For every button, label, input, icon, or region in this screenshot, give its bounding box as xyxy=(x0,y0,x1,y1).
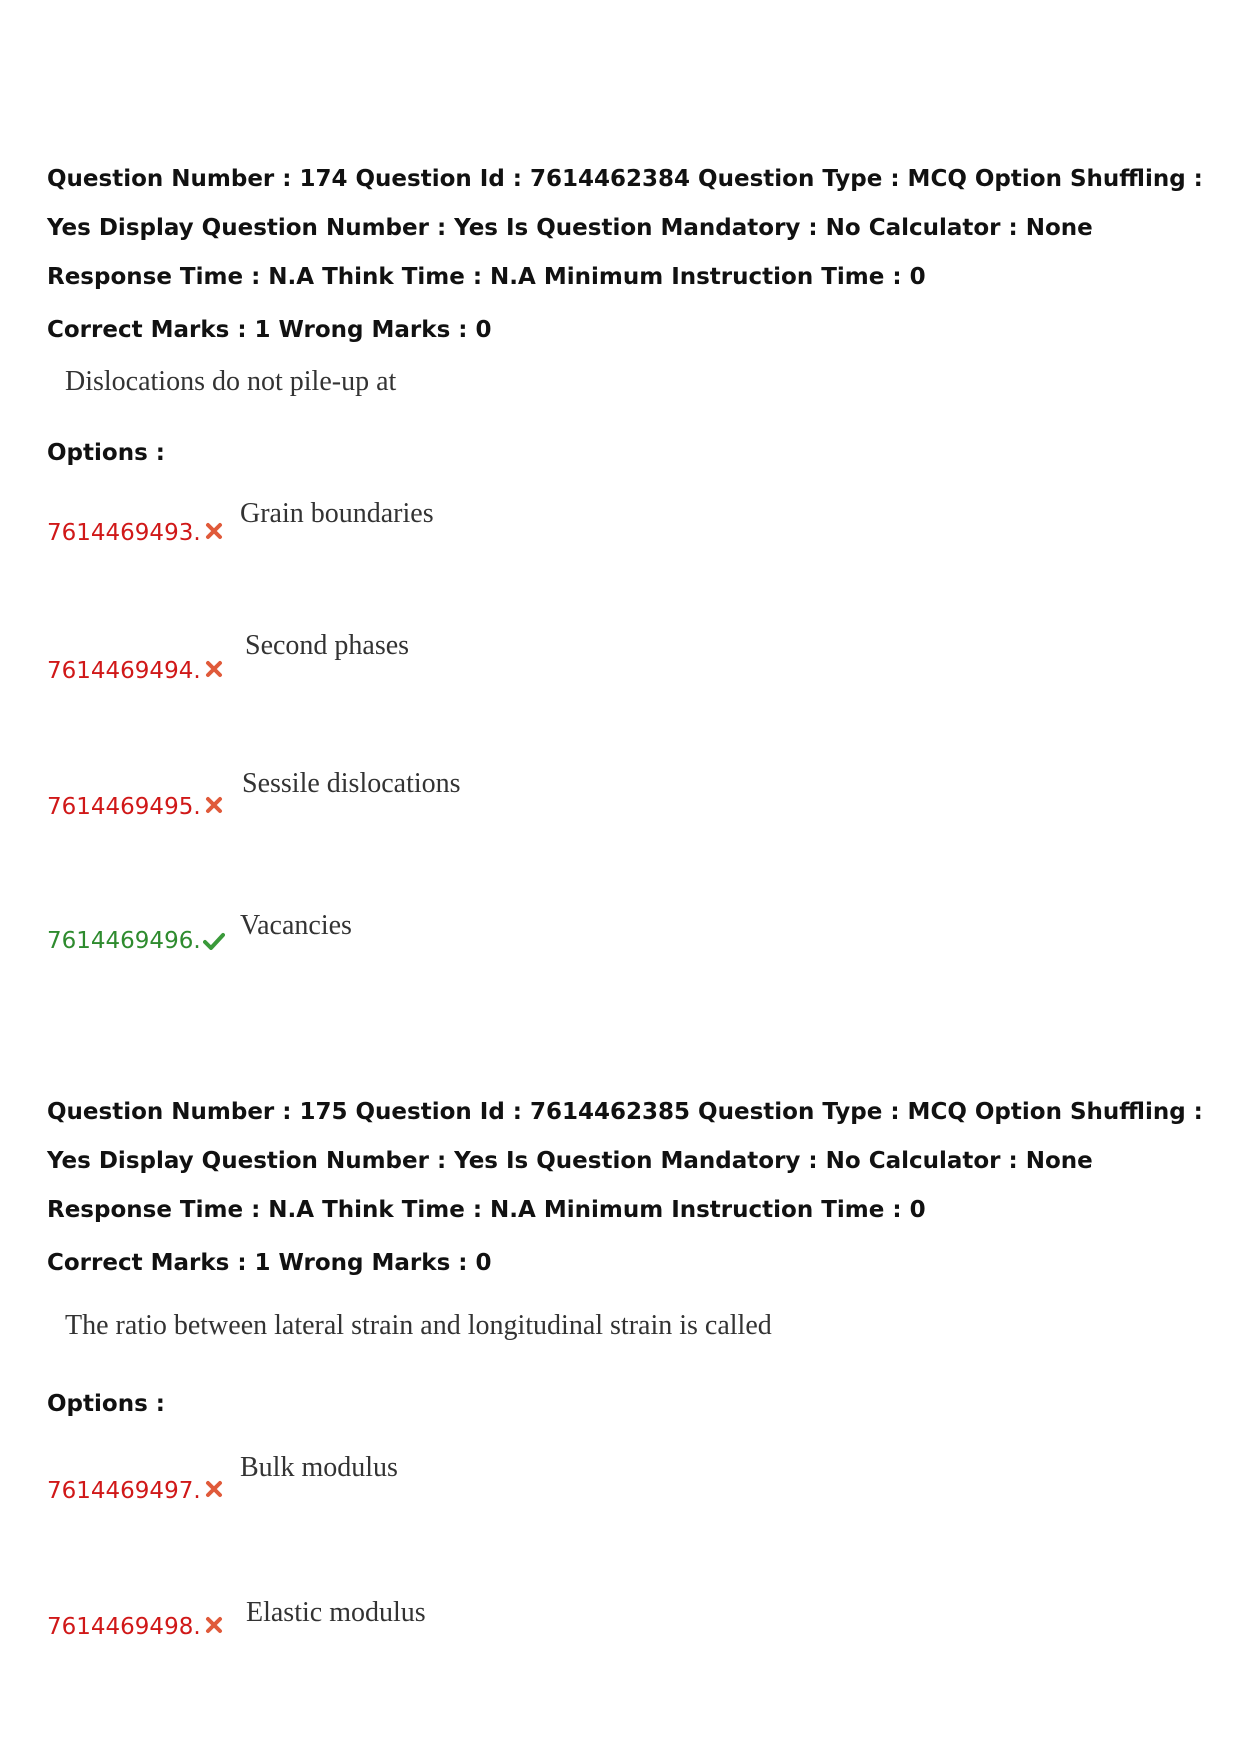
option-text: Elastic modulus xyxy=(246,1597,426,1628)
option-text: Second phases xyxy=(245,630,410,661)
cross-icon xyxy=(205,1480,223,1498)
question-text: The ratio between lateral strain and longitudinal strain is called xyxy=(65,1310,772,1341)
marks-line: Correct Marks : 1 Wrong Marks : 0 xyxy=(47,1250,492,1276)
question-text: Dislocations do not pile-up at xyxy=(65,366,397,397)
question-header: Question Number : 174 Question Id : 7614462384 Question Type : MCQ Option Shuffling : Yes Display Question Number : Yes Is Question Mandatory : No Calculator : None Response Time : N.A Think Time : N.A Minimum Instruction Time : 0 xyxy=(47,166,1203,290)
option-id: 7614469496. xyxy=(47,928,201,954)
option-id: 7614469494. xyxy=(47,658,201,684)
option-text: Grain boundaries xyxy=(240,498,434,529)
option-id: 7614469495. xyxy=(47,794,201,820)
cross-icon xyxy=(205,522,223,540)
question-header: Question Number : 175 Question Id : 7614462385 Question Type : MCQ Option Shuffling : Yes Display Question Number : Yes Is Question Mandatory : No Calculator : None Response Time : N.A Think Time : N.A Minimum Instruction Time : 0 xyxy=(47,1099,1203,1223)
option-text: Sessile dislocations xyxy=(242,768,461,799)
check-icon xyxy=(203,932,225,950)
option-text: Bulk modulus xyxy=(240,1452,398,1483)
option-id: 7614469493. xyxy=(47,520,201,546)
option-text: Vacancies xyxy=(240,910,352,941)
cross-icon xyxy=(205,1616,223,1634)
marks-line: Correct Marks : 1 Wrong Marks : 0 xyxy=(47,317,492,343)
cross-icon xyxy=(205,796,223,814)
option-id: 7614469498. xyxy=(47,1614,201,1640)
options-label: Options : xyxy=(47,1391,165,1417)
option-id: 7614469497. xyxy=(47,1478,201,1504)
cross-icon xyxy=(205,660,223,678)
options-label: Options : xyxy=(47,440,165,466)
